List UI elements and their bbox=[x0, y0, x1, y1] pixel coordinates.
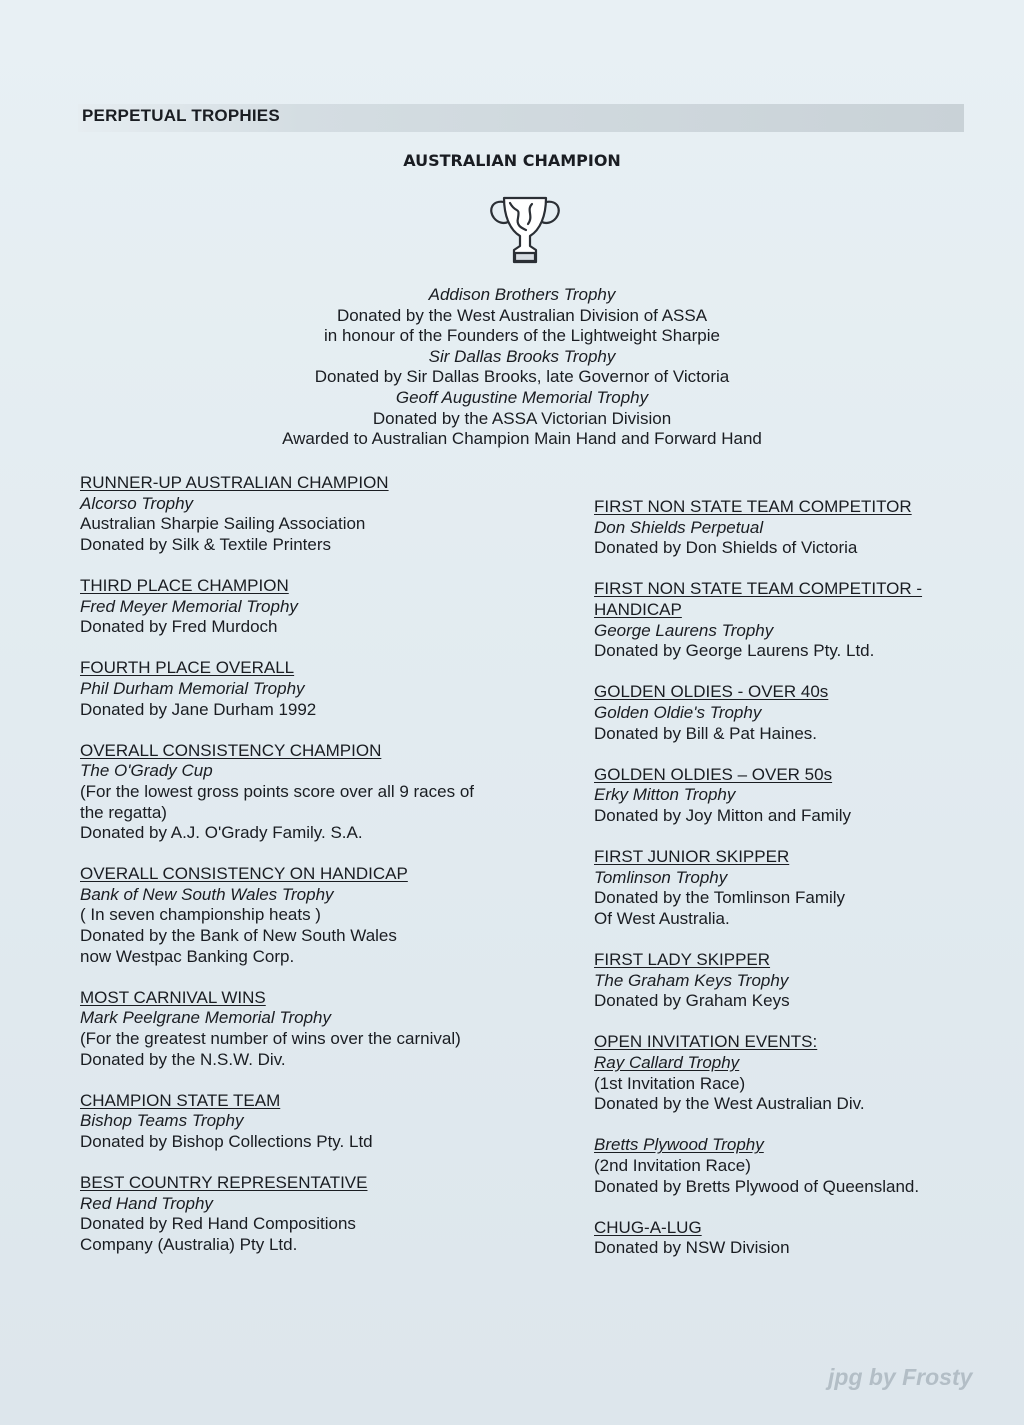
trophy-section bbox=[594, 497, 994, 559]
trophy-detail-line: HANDICAP bbox=[594, 599, 682, 619]
watermark: jpg by Frosty bbox=[828, 1364, 973, 1390]
trophy-detail-line: Donated by Red Hand Compositions bbox=[80, 1214, 356, 1234]
right-trophy-column bbox=[594, 497, 994, 1280]
trophy-name: Golden Oldie's Trophy bbox=[594, 702, 762, 722]
trophy-name: Bank of New South Wales Trophy bbox=[80, 884, 334, 904]
trophy-detail-line: (2nd Invitation Race) bbox=[594, 1156, 751, 1175]
trophy-section-heading: CHUG-A-LUG bbox=[594, 1217, 702, 1237]
trophy-detail-line: (For the lowest gross points score over all 9 races of bbox=[80, 781, 474, 801]
trophy-detail-line: Donated by A.J. O'Grady Family. S.A. bbox=[80, 823, 363, 843]
trophy-section-heading: BEST COUNTRY REPRESENTATIVE bbox=[80, 1173, 368, 1193]
page-header-title: PERPETUAL TROPHIES bbox=[82, 106, 280, 125]
trophy-detail-line: Donated by Jane Durham 1992 bbox=[80, 699, 317, 719]
trophy-detail-line: Donated by Bishop Collections Pty. Ltd bbox=[80, 1132, 373, 1151]
trophy-name: Bretts Plywood Trophy bbox=[594, 1135, 764, 1155]
trophy-name: Ray Callard Trophy bbox=[594, 1053, 740, 1073]
trophy-name: Don Shields Perpetual bbox=[594, 517, 764, 537]
trophy-detail-line: (1st Invitation Race) bbox=[594, 1073, 746, 1093]
trophy-section bbox=[594, 950, 994, 1012]
trophy-name: Red Hand Trophy bbox=[80, 1193, 213, 1213]
trophy-detail-line: Donated by the Bank of New South Wales bbox=[80, 926, 397, 946]
trophy-name: Fred Meyer Memorial Trophy bbox=[80, 596, 298, 616]
trophy-detail-line: now Westpac Banking Corp. bbox=[80, 946, 295, 966]
trophy-section-heading: THIRD PLACE CHAMPION bbox=[80, 575, 289, 595]
description-line: Donated by the ASSA Victorian Division bbox=[372, 408, 672, 428]
trophy-section-heading: GOLDEN OLDIES - OVER 40s bbox=[594, 682, 829, 702]
trophy-section bbox=[80, 658, 530, 720]
trophy-detail-line: Donated by Silk & Textile Printers bbox=[80, 534, 332, 554]
trophy-section bbox=[594, 1218, 994, 1259]
trophy-section bbox=[80, 988, 530, 1070]
trophy-detail-line: Donated by Graham Keys bbox=[594, 991, 790, 1011]
trophy-name: Mark Peelgrane Memorial Trophy bbox=[80, 1008, 331, 1028]
trophy-section bbox=[80, 473, 530, 555]
trophy-name: Erky Mitton Trophy bbox=[594, 785, 736, 805]
trophy-section-heading: OPEN INVITATION EVENTS: bbox=[594, 1032, 818, 1052]
trophy-detail-line: Australian Sharpie Sailing Association bbox=[80, 514, 366, 534]
trophy-detail-line: Donated by Fred Murdoch bbox=[80, 617, 278, 637]
champion-trophy-description bbox=[0, 285, 1024, 450]
trophy-detail-line: Donated by Bill & Pat Haines. bbox=[594, 723, 818, 743]
trophy-section bbox=[594, 579, 994, 661]
trophy-section bbox=[80, 1173, 530, 1255]
trophy-section-heading: CHAMPION STATE TEAM bbox=[80, 1090, 281, 1110]
trophy-section bbox=[594, 765, 994, 827]
trophy-section-heading: OVERALL CONSISTENCY ON HANDICAP bbox=[80, 864, 408, 884]
trophy-section bbox=[594, 1135, 994, 1197]
trophy-section bbox=[594, 847, 994, 929]
description-line: Donated by the West Australian Division of ASSA bbox=[336, 305, 708, 325]
trophy-detail-line: the regatta) bbox=[80, 802, 167, 822]
trophy-section-heading: GOLDEN OLDIES – OVER 50s bbox=[594, 764, 833, 784]
trophy-detail-line: Company (Australia) Pty Ltd. bbox=[80, 1234, 298, 1254]
trophy-section bbox=[594, 682, 994, 744]
trophy-section-heading: FIRST NON STATE TEAM COMPETITOR bbox=[594, 497, 912, 516]
trophy-section bbox=[80, 741, 530, 844]
trophy-section-heading: OVERALL CONSISTENCY CHAMPION bbox=[80, 740, 382, 760]
trophy-detail-line: Donated by the N.S.W. Div. bbox=[80, 1049, 286, 1069]
trophy-cup-icon bbox=[486, 190, 564, 266]
trophy-section bbox=[80, 1091, 530, 1153]
description-line: Donated by Sir Dallas Brooks, late Governor of Victoria bbox=[314, 367, 730, 387]
trophy-name: Phil Durham Memorial Trophy bbox=[80, 678, 305, 698]
trophy-detail-line: Donated by Bretts Plywood of Queensland. bbox=[594, 1176, 920, 1196]
description-line: Addison Brothers Trophy bbox=[428, 285, 616, 304]
trophy-detail-line: Donated by Don Shields of Victoria bbox=[594, 538, 858, 558]
trophy-name: George Laurens Trophy bbox=[594, 620, 774, 640]
trophy-detail-line: (For the greatest number of wins over the carnival) bbox=[80, 1029, 461, 1049]
trophy-detail-line: Donated by the West Australian Div. bbox=[594, 1094, 865, 1114]
description-line: Geoff Augustine Memorial Trophy bbox=[395, 387, 649, 407]
trophy-section bbox=[80, 864, 530, 967]
trophy-detail-line: Donated by George Laurens Pty. Ltd. bbox=[594, 641, 875, 661]
trophy-detail-line: ( In seven championship heats ) bbox=[80, 905, 321, 925]
trophy-section-heading: FIRST JUNIOR SKIPPER bbox=[594, 847, 790, 867]
trophy-name: Tomlinson Trophy bbox=[594, 867, 728, 887]
trophy-section bbox=[594, 1032, 994, 1114]
section-title: AUSTRALIAN CHAMPION bbox=[403, 151, 621, 170]
trophy-detail-line: Donated by NSW Division bbox=[594, 1238, 790, 1258]
trophy-section-heading: FIRST NON STATE TEAM COMPETITOR - bbox=[594, 579, 923, 599]
trophy-section-heading: FOURTH PLACE OVERALL bbox=[80, 658, 295, 678]
trophy-section bbox=[80, 576, 530, 638]
trophy-name: Alcorso Trophy bbox=[80, 493, 194, 513]
trophy-detail-line: Donated by Joy Mitton and Family bbox=[594, 805, 852, 825]
description-line: Sir Dallas Brooks Trophy bbox=[428, 346, 616, 366]
left-trophy-column bbox=[80, 473, 530, 1276]
trophy-detail-line: Of West Australia. bbox=[594, 908, 730, 928]
trophy-detail-line: Donated by the Tomlinson Family bbox=[594, 888, 846, 908]
trophy-name: The Graham Keys Trophy bbox=[594, 970, 789, 990]
trophy-section-heading: RUNNER-UP AUSTRALIAN CHAMPION bbox=[80, 473, 389, 492]
trophy-name: Bishop Teams Trophy bbox=[80, 1111, 244, 1131]
description-line: in honour of the Founders of the Lightweight Sharpie bbox=[324, 326, 720, 346]
description-line: Awarded to Australian Champion Main Hand and Forward Hand bbox=[282, 429, 762, 449]
trophy-section-heading: MOST CARNIVAL WINS bbox=[80, 987, 266, 1007]
trophy-section-heading: FIRST LADY SKIPPER bbox=[594, 950, 771, 970]
trophy-name: The O'Grady Cup bbox=[80, 761, 213, 781]
